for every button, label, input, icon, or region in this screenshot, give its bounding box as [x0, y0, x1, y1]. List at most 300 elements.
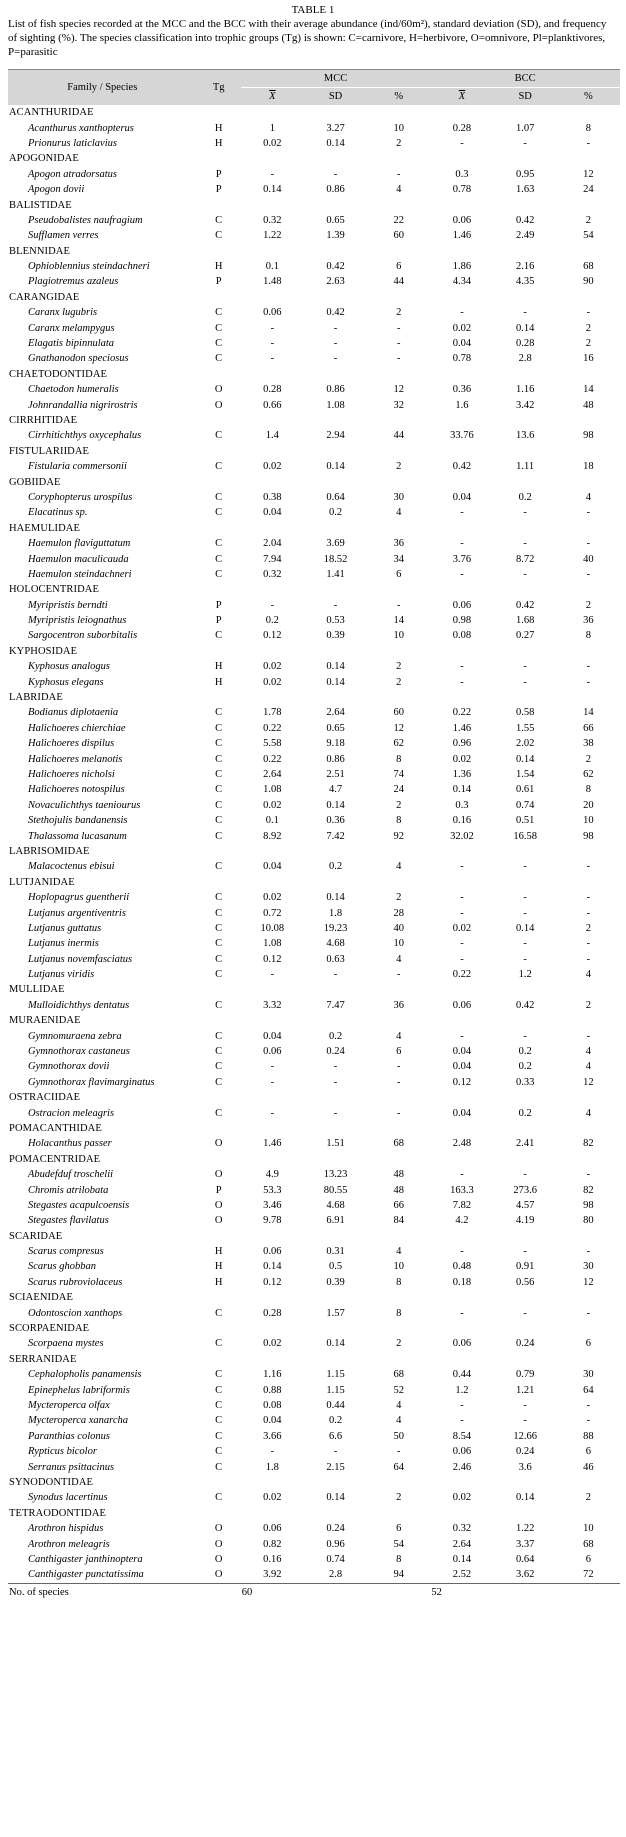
bcc-pct-cell: 36 — [583, 615, 594, 627]
trophic-group: C — [215, 307, 223, 319]
trophic-group: C — [215, 1307, 223, 1319]
trophic-group: H — [214, 1261, 223, 1273]
species-name: Novaculichthys taeniourus — [28, 799, 141, 811]
family-row — [8, 1121, 620, 1136]
trophic-group: C — [215, 214, 223, 226]
trophic-group: C — [215, 784, 223, 796]
family-name: LABRISOMIDAE — [9, 845, 90, 857]
mcc-pct-cell: 24 — [393, 784, 404, 796]
mcc-mean-cell: 0.04 — [263, 1030, 282, 1042]
mcc-pct-cell: 2 — [396, 661, 402, 673]
species-table — [8, 69, 620, 1602]
species-row — [8, 459, 620, 474]
bcc-sd-cell: - — [523, 1307, 527, 1319]
bcc-pct-cell: - — [586, 568, 591, 580]
species-name: Gymnothorax castaneus — [28, 1046, 130, 1058]
mcc-sd-cell: 7.47 — [326, 999, 345, 1011]
species-row — [8, 721, 620, 736]
trophic-group: O — [214, 1215, 223, 1227]
mcc-mean-cell: 1.22 — [263, 230, 282, 242]
bcc-mean-cell: 0.48 — [452, 1261, 472, 1273]
species-row — [8, 1259, 620, 1274]
trophic-group: C — [215, 1415, 223, 1427]
species-name: Scarus rubroviolaceus — [28, 1276, 123, 1288]
family-row — [8, 521, 620, 536]
trophic-group: O — [214, 1138, 223, 1150]
mcc-sd-cell: - — [333, 1076, 338, 1088]
bcc-sd-cell: 0.42 — [515, 999, 535, 1011]
bcc-pct-cell: 68 — [583, 1538, 594, 1550]
species-row — [8, 828, 620, 843]
species-name: Scarus ghobban — [28, 1261, 96, 1273]
bcc-pct-cell: 14 — [583, 384, 594, 396]
species-name: Gymnomuraena zebra — [28, 1030, 122, 1042]
mcc-sd-cell: 0.42 — [326, 307, 345, 319]
species-row — [8, 551, 620, 566]
mcc-pct-cell: 4 — [396, 861, 402, 873]
mcc-mean-cell: 0.28 — [263, 384, 282, 396]
bcc-pct-cell: 46 — [583, 1461, 594, 1473]
bcc-mean-cell: 2.48 — [452, 1138, 472, 1150]
mcc-sd-cell: 0.2 — [328, 861, 343, 873]
bcc-mean-cell: 0.16 — [452, 815, 472, 827]
bcc-mean-cell: 163.3 — [450, 1184, 474, 1196]
mcc-mean-cell: 2.04 — [263, 538, 282, 550]
species-row — [8, 120, 620, 135]
bcc-sd-cell: - — [523, 307, 527, 319]
mcc-mean-cell: 0.12 — [263, 1276, 282, 1288]
mcc-sd-cell: 0.74 — [326, 1553, 345, 1565]
trophic-group: C — [215, 969, 223, 981]
mcc-sd-cell: 0.86 — [326, 384, 345, 396]
bcc-mean-cell: 1.46 — [452, 722, 472, 734]
mcc-pct-cell: 60 — [393, 230, 404, 242]
species-row — [8, 1490, 620, 1505]
family-row — [8, 690, 620, 705]
bcc-pct-cell: 10 — [583, 815, 594, 827]
bcc-mean-cell: - — [460, 137, 464, 149]
bcc-mean-cell: 0.22 — [452, 707, 472, 719]
mcc-sd-cell: 1.41 — [326, 568, 345, 580]
family-name: POMACANTHIDAE — [9, 1122, 102, 1134]
species-name: Scarus compresus — [28, 1246, 104, 1258]
bcc-mean-cell: - — [460, 953, 464, 965]
species-name: Chromis atrilobata — [28, 1184, 109, 1196]
mcc-mean-cell: 0.12 — [263, 630, 282, 642]
bcc-pct-cell: - — [586, 1415, 591, 1427]
bcc-pct-cell: - — [586, 892, 591, 904]
species-name: Lutjanus viridis — [28, 969, 95, 981]
mcc-mean-cell: 1.16 — [263, 1369, 282, 1381]
trophic-group: C — [215, 1400, 223, 1411]
bcc-sd-cell: 1.63 — [515, 184, 535, 196]
species-name: Lutjanus argentiventris — [28, 907, 126, 919]
bcc-pct-cell: 90 — [583, 276, 594, 288]
family-name: GOBIIDAE — [9, 476, 61, 488]
trophic-group: C — [215, 1384, 223, 1396]
header-bcc-pct: % — [557, 88, 620, 106]
species-row — [8, 505, 620, 520]
mcc-sd-cell: 0.53 — [326, 615, 345, 627]
species-row — [8, 736, 620, 751]
bcc-pct-cell: - — [586, 1030, 591, 1042]
bcc-sd-cell: 0.14 — [515, 1492, 535, 1504]
trophic-group: C — [215, 799, 223, 811]
mcc-mean-cell: - — [270, 1061, 275, 1073]
bcc-mean-cell: 7.82 — [452, 1199, 472, 1211]
family-row — [8, 1152, 620, 1167]
family-row — [8, 1013, 620, 1028]
mcc-mean-cell: 1 — [269, 122, 275, 134]
mcc-pct-cell: 10 — [393, 122, 404, 134]
bcc-pct-cell: 6 — [585, 1338, 591, 1350]
species-row — [8, 1459, 620, 1474]
species-row — [8, 813, 620, 828]
mcc-mean-cell: - — [270, 1076, 275, 1088]
species-count-label: No. of species — [8, 1583, 197, 1602]
bcc-pct-cell: 4 — [585, 1046, 591, 1058]
mcc-pct-cell: - — [397, 338, 401, 350]
mcc-mean-cell: 0.06 — [263, 307, 282, 319]
header-mcc-sd: SD — [304, 88, 367, 106]
mcc-pct-cell: 52 — [393, 1384, 404, 1396]
species-row — [8, 490, 620, 505]
species-row — [8, 1044, 620, 1059]
species-name: Halichoeres chierchiae — [28, 722, 126, 734]
bcc-sd-cell: - — [523, 1415, 527, 1427]
mcc-sd-cell: 13.23 — [323, 1169, 348, 1181]
bcc-mean-cell: 1.86 — [452, 261, 472, 273]
mcc-mean-cell: 3.46 — [263, 1199, 282, 1211]
species-name: Cirrhitichthys oxycephalus — [28, 430, 142, 442]
family-name: SCARIDAE — [9, 1230, 63, 1242]
bcc-pct-cell: 2 — [585, 753, 591, 765]
trophic-group: C — [215, 353, 223, 365]
species-name: Canthigaster punctatissima — [8, 1567, 197, 1583]
bcc-pct-cell: 24 — [583, 184, 594, 196]
species-name: Plagiotremus azaleus — [28, 276, 119, 288]
species-row — [8, 1028, 620, 1043]
trophic-group: H — [214, 676, 223, 688]
bcc-sd-cell: 1.55 — [515, 722, 535, 734]
trophic-group: C — [215, 1076, 223, 1088]
family-row — [8, 197, 620, 212]
mcc-sd-cell: 0.64 — [326, 491, 345, 503]
family-name: HOLOCENTRIDAE — [9, 584, 99, 596]
bcc-pct-cell: - — [586, 661, 591, 673]
mcc-pct-cell: 34 — [393, 553, 404, 565]
mcc-pct-cell: - — [397, 1076, 401, 1088]
trophic-group: C — [215, 830, 223, 842]
bcc-sd-cell: 0.33 — [515, 1076, 535, 1088]
species-row — [8, 705, 620, 720]
trophic-group: C — [215, 461, 223, 473]
mcc-pct-cell: 2 — [396, 137, 402, 149]
family-name: APOGONIDAE — [9, 153, 79, 165]
bcc-mean-cell: 0.06 — [452, 1446, 472, 1458]
species-name: Halichoeres melanotis — [28, 753, 123, 765]
mcc-pct-cell: 84 — [393, 1215, 404, 1227]
mcc-pct-cell: 6 — [396, 1046, 402, 1058]
species-row — [8, 1182, 620, 1197]
bcc-sd-cell: 1.68 — [515, 615, 535, 627]
bcc-mean-cell: 0.04 — [452, 338, 472, 350]
mcc-sd-cell: 1.15 — [326, 1384, 345, 1396]
mcc-sd-cell: - — [333, 1446, 338, 1458]
family-name: LABRIDAE — [9, 692, 63, 704]
mcc-mean-cell: 3.32 — [263, 999, 282, 1011]
species-row — [8, 628, 620, 643]
trophic-group: C — [215, 491, 223, 503]
mcc-pct-cell: - — [397, 599, 401, 611]
species-row — [8, 536, 620, 551]
mcc-pct-cell: 28 — [393, 907, 404, 919]
header-family-species: Family / Species — [8, 70, 197, 106]
bcc-mean-cell: - — [460, 307, 464, 319]
bcc-pct-cell: - — [586, 907, 591, 919]
trophic-group: P — [215, 599, 222, 611]
bcc-sd-cell: 1.07 — [515, 122, 535, 134]
bcc-mean-cell: 0.28 — [452, 122, 472, 134]
bcc-pct-cell: 2 — [585, 214, 591, 226]
bcc-pct-cell: 2 — [585, 1492, 591, 1504]
mcc-mean-cell: 0.04 — [263, 507, 282, 519]
species-name: Lutjanus guttatus — [28, 922, 102, 934]
mcc-sd-cell: 0.65 — [326, 722, 345, 734]
species-name: Coryphopterus urospilus — [28, 491, 133, 503]
family-name: SERRANIDAE — [9, 1353, 77, 1365]
trophic-group: C — [215, 1338, 223, 1350]
mcc-pct-cell: - — [397, 1061, 401, 1073]
trophic-group: C — [215, 892, 223, 904]
bcc-sd-cell: 0.56 — [515, 1276, 535, 1288]
mcc-pct-cell: - — [397, 168, 401, 180]
species-row — [8, 751, 620, 766]
mcc-mean-cell: 0.14 — [263, 184, 282, 196]
bcc-pct-cell: 80 — [583, 1215, 594, 1227]
mcc-pct-cell: 4 — [396, 1030, 402, 1042]
family-row — [8, 244, 620, 259]
mcc-pct-cell: 8 — [396, 1307, 402, 1319]
species-name: Caranx lugubris — [28, 307, 98, 319]
species-row — [8, 305, 620, 320]
trophic-group: C — [215, 768, 223, 780]
bcc-sd-cell: 0.14 — [515, 322, 535, 334]
species-row — [8, 213, 620, 228]
bcc-pct-cell: 62 — [583, 768, 594, 780]
bcc-mean-cell: 1.6 — [455, 399, 469, 411]
mcc-pct-cell: 4 — [396, 1246, 402, 1258]
mcc-pct-cell: 8 — [396, 753, 402, 765]
species-name: Mycteroperca xanarcha — [28, 1415, 129, 1427]
bcc-pct-cell: - — [586, 676, 591, 688]
trophic-group: C — [215, 568, 223, 580]
mcc-sd-cell: 2.8 — [304, 1567, 367, 1583]
mcc-pct-cell: 36 — [393, 999, 404, 1011]
bcc-pct-cell: 82 — [583, 1138, 594, 1150]
bcc-pct-cell: 82 — [583, 1184, 594, 1196]
mcc-mean-cell: 0.22 — [263, 753, 282, 765]
species-name: Elacatinus sp. — [28, 507, 88, 519]
mcc-sd-cell: - — [333, 969, 338, 981]
mcc-pct-cell: - — [397, 1107, 401, 1119]
trophic-group: O — [214, 1523, 223, 1535]
bcc-pct-cell: 98 — [583, 1199, 594, 1211]
species-row — [8, 1398, 620, 1413]
trophic-group: C — [215, 722, 223, 734]
mcc-pct-cell: 94 — [367, 1567, 430, 1583]
mcc-pct-cell: 2 — [396, 1492, 402, 1504]
bcc-sd-cell: 1.16 — [515, 384, 535, 396]
species-row — [8, 136, 620, 151]
species-row — [8, 1275, 620, 1290]
mcc-sd-cell: 0.2 — [328, 1415, 343, 1427]
bcc-mean-cell: 2.46 — [452, 1461, 472, 1473]
bcc-mean-cell: 0.42 — [452, 461, 472, 473]
trophic-group: H — [214, 137, 223, 149]
bcc-mean-cell: 4.34 — [452, 276, 472, 288]
table-body — [8, 105, 620, 1583]
bcc-sd-cell: 16.58 — [513, 830, 537, 842]
mcc-mean-cell: 0.1 — [265, 815, 279, 827]
bcc-sd-cell: 0.24 — [515, 1338, 535, 1350]
species-name: Epinephelus labriformis — [28, 1384, 130, 1396]
bcc-sd-cell: 0.14 — [515, 753, 535, 765]
mcc-mean-cell: 9.78 — [263, 1215, 282, 1227]
mcc-mean-cell: - — [270, 599, 275, 611]
bcc-mean-cell: 0.02 — [452, 1492, 472, 1504]
header-mcc-pct: % — [367, 88, 430, 106]
trophic-group: O — [214, 1538, 223, 1550]
bcc-pct-cell: 18 — [583, 461, 594, 473]
species-row — [8, 998, 620, 1013]
bcc-mean-cell: 4.2 — [455, 1215, 469, 1227]
species-row — [8, 1198, 620, 1213]
family-name: CIRRHITIDAE — [9, 415, 78, 426]
mcc-sd-cell: 1.8 — [328, 907, 343, 919]
mcc-sd-cell: 2.51 — [326, 768, 345, 780]
bcc-mean-cell: - — [460, 661, 464, 673]
mcc-pct-cell: 2 — [396, 307, 402, 319]
species-name: Kyphosus elegans — [28, 676, 104, 688]
species-name: Haemulon steindachneri — [28, 568, 132, 580]
mcc-pct-cell: 36 — [393, 538, 404, 550]
bcc-mean-cell: 32.02 — [450, 830, 474, 842]
family-row — [8, 1352, 620, 1367]
mcc-sd-cell: 0.2 — [328, 507, 343, 519]
mcc-sd-cell: 1.15 — [326, 1369, 345, 1381]
bcc-sd-cell: - — [523, 1030, 527, 1042]
trophic-group: O — [197, 1567, 241, 1583]
bcc-mean-cell: 0.44 — [452, 1369, 472, 1381]
bcc-pct-cell: - — [586, 137, 591, 149]
family-name: SCORPAENIDAE — [9, 1323, 90, 1335]
species-row — [8, 1167, 620, 1182]
mcc-pct-cell: 10 — [393, 630, 404, 642]
species-row — [8, 320, 620, 335]
mcc-sd-cell: 2.64 — [326, 707, 345, 719]
species-name: Gymnothorax dovii — [28, 1061, 110, 1073]
trophic-group: C — [215, 538, 223, 550]
mcc-sd-cell: 2.94 — [326, 430, 345, 442]
species-row — [8, 1382, 620, 1397]
family-name: HAEMULIDAE — [9, 522, 80, 534]
bcc-mean-cell: 0.3 — [455, 799, 469, 811]
mcc-pct-cell: 10 — [393, 1261, 404, 1273]
bcc-pct-cell: 98 — [583, 830, 594, 842]
mcc-mean-cell: 1.08 — [263, 784, 282, 796]
mcc-pct-cell: 30 — [393, 491, 404, 503]
mcc-sd-cell: - — [333, 338, 338, 350]
bcc-pct-cell: 54 — [583, 230, 594, 242]
family-row — [8, 413, 620, 428]
trophic-group: O — [214, 384, 223, 396]
species-row — [8, 1367, 620, 1382]
mcc-pct-cell: 74 — [393, 768, 404, 780]
mcc-mean-cell: 0.02 — [263, 1492, 282, 1504]
bcc-pct-cell: - — [586, 307, 591, 319]
bcc-pct-cell: 66 — [583, 722, 594, 734]
mcc-mean-cell: 8.92 — [263, 830, 282, 842]
mcc-mean-cell: 0.82 — [263, 1538, 282, 1550]
bcc-mean-cell: - — [460, 538, 464, 550]
bcc-pct-cell: - — [586, 1307, 591, 1319]
mcc-pct-cell: 12 — [393, 384, 404, 396]
bcc-mean-cell: 0.12 — [452, 1076, 472, 1088]
bcc-mean-cell: 0.04 — [452, 491, 472, 503]
family-name: LUTJANIDAE — [9, 876, 75, 888]
mcc-sd-cell: 0.14 — [326, 461, 345, 473]
mcc-sd-cell: 0.42 — [326, 261, 345, 273]
header-bcc: BCC — [430, 70, 620, 88]
mcc-pct-cell: 2 — [396, 1338, 402, 1350]
mcc-pct-cell: 32 — [393, 399, 404, 411]
bcc-mean-cell: - — [460, 938, 464, 950]
bcc-sd-cell: 0.2 — [518, 491, 532, 503]
family-row — [8, 1321, 620, 1336]
mcc-pct-cell: 68 — [393, 1138, 404, 1150]
family-row — [8, 1290, 620, 1305]
mcc-mean-cell: 0.32 — [263, 568, 282, 580]
bcc-sd-cell: 1.2 — [518, 969, 532, 981]
mcc-sd-cell: 1.08 — [326, 399, 345, 411]
bcc-pct-cell: 4 — [585, 969, 591, 981]
bcc-sd-cell: 3.62 — [494, 1567, 557, 1583]
header-mcc-mean: $\overline{X}$ — [241, 88, 304, 106]
species-row — [8, 674, 620, 689]
bcc-pct-cell: 68 — [583, 261, 594, 273]
bcc-sd-cell: 4.57 — [515, 1199, 535, 1211]
mcc-sd-cell: - — [333, 599, 338, 611]
trophic-group: O — [214, 1199, 223, 1211]
mcc-mean-cell: - — [270, 168, 275, 180]
mcc-sd-cell: 4.68 — [326, 938, 345, 950]
trophic-group: C — [215, 430, 223, 442]
bcc-mean-cell: 0.78 — [452, 353, 472, 365]
mcc-sd-cell: - — [333, 1107, 338, 1119]
bcc-sd-cell: 3.42 — [515, 399, 535, 411]
mcc-mean-cell: 0.14 — [263, 1261, 282, 1273]
mcc-pct-cell: 4 — [396, 953, 402, 965]
species-name: Kyphosus analogus — [28, 661, 110, 673]
trophic-group: C — [215, 507, 223, 519]
bcc-sd-cell: - — [523, 892, 527, 904]
mcc-mean-cell: 2.64 — [263, 768, 282, 780]
mcc-sd-cell: 0.14 — [326, 1338, 345, 1350]
mcc-mean-cell: 1.4 — [265, 430, 279, 442]
species-row — [8, 659, 620, 674]
mcc-pct-cell: 4 — [396, 507, 402, 519]
